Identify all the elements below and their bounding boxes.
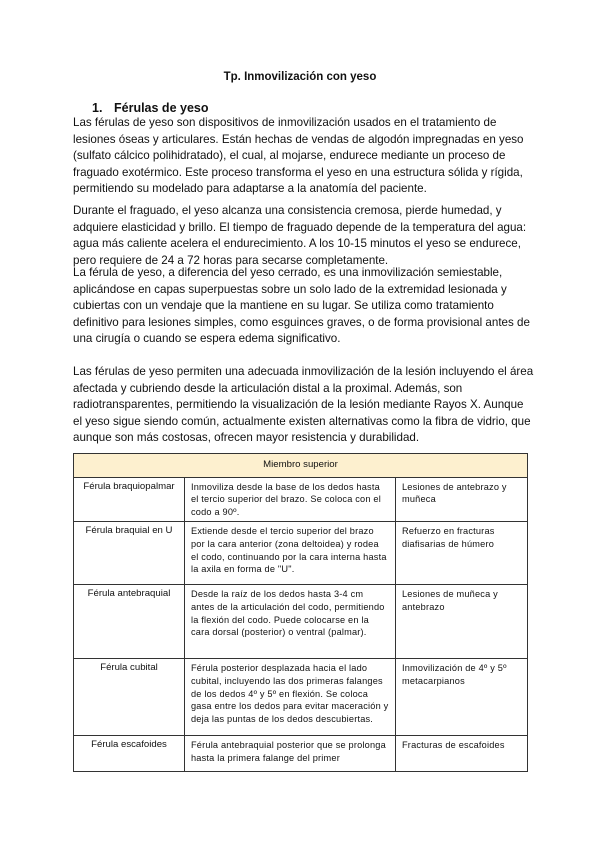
- splint-use: Fracturas de escafoides: [396, 736, 528, 772]
- table-row: [74, 659, 528, 736]
- splint-name: Férula cubital: [74, 659, 185, 736]
- splint-description: Desde la raíz de los dedos hasta 3-4 cm antes de la articulación del codo, permitiendo la flexión del codo. Puede colocarse en la cara dorsal (posterior) o ventral (palmar).: [185, 585, 396, 659]
- splint-description: Inmoviliza desde la base de los dedos hasta el tercio superior del brazo. Se coloca con el codo a 90º.: [185, 477, 396, 522]
- splint-name: Férula antebraquial: [74, 585, 185, 659]
- section-heading-text: Férulas de yeso: [114, 101, 209, 115]
- splint-name: Férula escafoides: [74, 736, 185, 772]
- splint-description: Extiende desde el tercio superior del brazo por la cara anterior (zona deltoidea) y rodea el codo, continuando por la cara interna hasta la axila en forma de "U".: [185, 522, 396, 585]
- table-row: [74, 585, 528, 659]
- splint-name: Férula braquial en U: [74, 522, 185, 585]
- splint-use: Lesiones de muñeca y antebrazo: [396, 585, 528, 659]
- paragraph-4: Las férulas de yeso permiten una adecuada inmovilización de la lesión incluyendo el área afectada y cubriendo desde la articulación distal a la proximal. Además, son radiotransparentes, permitiendo la visualización de la lesión mediante Rayos X. Aunque el yeso sigue siendo común, actualmente existen alternativas como la fibra de vidrio, que aunque son más costosas, ofrecen mayor resistencia y durabilidad.: [73, 365, 534, 445]
- paragraph-2: Durante el fraguado, el yeso alcanza una consistencia cremosa, pierde humedad, y adquiere elasticidad y brillo. El tiempo de fraguado depende de la temperatura del agua: agua más caliente acelera el endurecimiento. A los 10-15 minutos el yeso se endurece, pero requiere de 24 a 72 horas para secarse completamente.: [73, 204, 527, 267]
- section-number: 1.: [92, 101, 103, 115]
- splint-use: Lesiones de antebrazo y muñeca: [396, 477, 528, 522]
- splint-description: Férula posterior desplazada hacia el lado cubital, incluyendo las dos primeras falanges de los dedos 4º y 5º en flexión. Se coloca gasa entre los dedos para evitar maceración y deja las puntas de los dedos descubiertas.: [185, 659, 396, 736]
- document-title: Tp. Inmovilización con yeso: [223, 71, 377, 83]
- paragraph-1: Las férulas de yeso son dispositivos de inmovilización usados en el tratamiento de lesiones óseas y articulares. Están hechas de vendas de algodón impregnadas en yeso (sulfato cálcico polihidratado), el cual, al mojarse, endurece mediante un proceso de fraguado exotérmico. Este proceso transforma el yeso en una estructura sólida y rígida, permitiendo su modelado para adaptarse a la anatomía del paciente.: [73, 116, 524, 196]
- splint-use: Refuerzo en fracturas diafisarias de húmero: [396, 522, 528, 585]
- splint-name: Férula braquiopalmar: [74, 477, 185, 522]
- table-row: [74, 522, 528, 585]
- table-row: [74, 736, 528, 772]
- section-heading: [92, 101, 209, 115]
- splint-use: Inmovilización de 4º y 5º metacarpianos: [396, 659, 528, 736]
- table-header-row: [74, 454, 528, 478]
- splint-description: Férula antebraquial posterior que se prolonga hasta la primera falange del primer: [185, 736, 396, 772]
- paragraph-3: La férula de yeso, a diferencia del yeso cerrado, es una inmovilización semiestable, aplicándose en capas superpuestas sobre un solo lado de la extremidad lesionada y cubiertas con un vendaje que la mantiene en su lugar. Se utiliza como tratamiento definitivo para lesiones simples, como esguinces graves, o de forma provisional antes de una cirugía o cuando se espera edema significativo.: [73, 266, 530, 346]
- table-row: [74, 477, 528, 522]
- table-header: Miembro superior: [74, 454, 528, 478]
- splint-table: [73, 453, 528, 772]
